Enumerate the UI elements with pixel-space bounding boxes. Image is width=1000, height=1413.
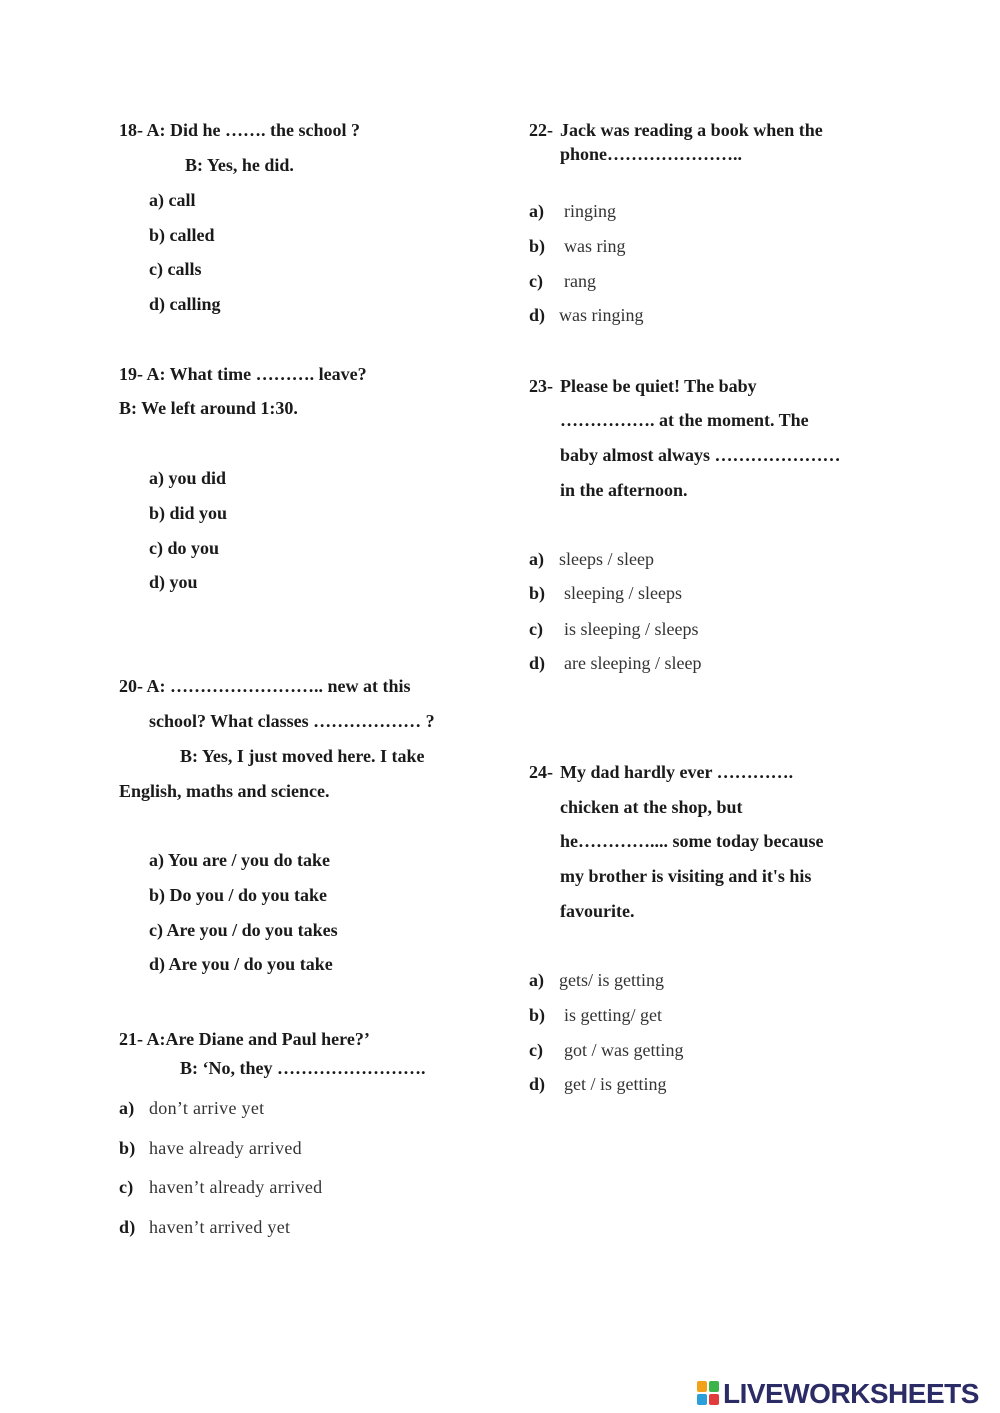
q24-number: 24- [529,762,553,782]
q24-line1: My dad hardly ever …………. [560,762,794,782]
option-text: don’t arrive yet [149,1098,265,1118]
logo-block-blue [697,1394,707,1405]
q24-line5: favourite. [560,901,635,921]
q23-option-c[interactable] [529,618,698,640]
q23-line4: in the afternoon. [560,480,688,500]
option-text: sleeps / sleep [559,549,654,569]
option-text: was ringing [559,305,644,325]
option-text: are sleeping / sleep [564,653,702,673]
option-text: was ring [564,236,626,256]
option-text: gets/ is getting [559,970,664,990]
q22-option-c[interactable] [529,270,596,292]
q19-question: 19- A: What time ………. leave? [119,364,367,384]
q24-option-b[interactable] [529,1004,662,1026]
q21-option-a[interactable] [119,1097,264,1119]
option-label: b) [119,1138,136,1158]
q23-option-b[interactable] [529,582,682,604]
option-text: have already arrived [149,1138,302,1158]
option-label: b) [529,236,546,256]
option-text: haven’t already arrived [149,1177,323,1197]
option-label: c) [529,1040,543,1060]
option-label: d) [529,1074,546,1094]
q20-option-a[interactable]: a) You are / you do take [149,850,331,870]
option-label: c) [529,619,543,639]
option-label: a) [529,201,544,221]
q24-line4: my brother is visiting and it's his [560,866,812,886]
liveworksheets-logo[interactable] [697,1379,979,1409]
q23-line1: Please be quiet! The baby [560,376,757,396]
option-label: d) [529,305,546,325]
q22-option-b[interactable] [529,235,626,257]
q23-option-a[interactable] [529,548,654,570]
q18-option-a[interactable]: a) call [149,190,196,210]
logo-blocks-icon [697,1381,721,1407]
q18-option-c[interactable]: c) calls [149,259,202,279]
option-label: b) [529,583,546,603]
q24-line2: chicken at the shop, but [560,797,743,817]
q23-line3: baby almost always ………………… [560,445,841,465]
option-label: a) [119,1098,135,1118]
option-label: d) [529,653,546,673]
q21-answer-line: B: ‘No, they ……………………. [180,1058,426,1078]
q18-option-b[interactable]: b) called [149,225,215,245]
q21-option-b[interactable] [119,1137,302,1159]
q19-option-a[interactable]: a) you did [149,468,227,488]
q24-line3: he………….... some today because [560,831,824,851]
q22-option-a[interactable] [529,200,616,222]
q18-option-d[interactable]: d) calling [149,294,221,314]
q22-option-d[interactable] [529,304,644,326]
option-label: a) [529,970,544,990]
q20-option-b[interactable]: b) Do you / do you take [149,885,328,905]
q20-line2: school? What classes ……………… ? [149,711,435,731]
logo-block-green [709,1381,719,1392]
option-text: sleeping / sleeps [564,583,682,603]
q19-option-b[interactable]: b) did you [149,503,228,523]
q20-question: 20- A: …………………….. new at this [119,676,411,696]
q24-option-a[interactable] [529,969,664,991]
option-text: ringing [564,201,616,221]
option-text: is getting/ get [564,1005,662,1025]
option-text: got / was getting [564,1040,684,1060]
q19-answer-line: B: We left around 1:30. [119,398,298,418]
option-text: haven’t arrived yet [149,1217,291,1237]
q23-option-d[interactable] [529,652,701,674]
option-label: b) [529,1005,546,1025]
q21-option-c[interactable] [119,1176,322,1198]
option-label: d) [119,1217,136,1237]
q22-line2: phone………………….. [560,144,743,164]
q21-question: 21- A:Are Diane and Paul here?’ [119,1029,370,1049]
q23-line2: ……………. at the moment. The [560,410,809,430]
q21-option-d[interactable] [119,1216,290,1238]
q20-option-d[interactable]: d) Are you / do you take [149,954,333,974]
q20-line4: English, maths and science. [119,781,330,801]
option-label: c) [119,1177,134,1197]
logo-text: LIVEWORKSHEETS [723,1378,979,1409]
q20-option-c[interactable]: c) Are you / do you takes [149,920,338,940]
logo-block-red [709,1394,719,1405]
q22-line1: Jack was reading a book when the [560,120,823,140]
q23-number: 23- [529,376,553,396]
q19-option-c[interactable]: c) do you [149,538,220,558]
option-text: get / is getting [564,1074,667,1094]
q24-option-c[interactable] [529,1039,684,1061]
q20-line3: B: Yes, I just moved here. I take [180,746,425,766]
option-label: a) [529,549,544,569]
option-text: is sleeping / sleeps [564,619,699,639]
logo-block-orange [697,1381,707,1392]
q24-option-d[interactable] [529,1073,667,1095]
q22-number: 22- [529,120,553,140]
option-label: c) [529,271,543,291]
q19-option-d[interactable]: d) you [149,572,198,592]
q18-question: 18- A: Did he ……. the school ? [119,120,361,140]
option-text: rang [564,271,596,291]
q18-answer-line: B: Yes, he did. [185,155,294,175]
